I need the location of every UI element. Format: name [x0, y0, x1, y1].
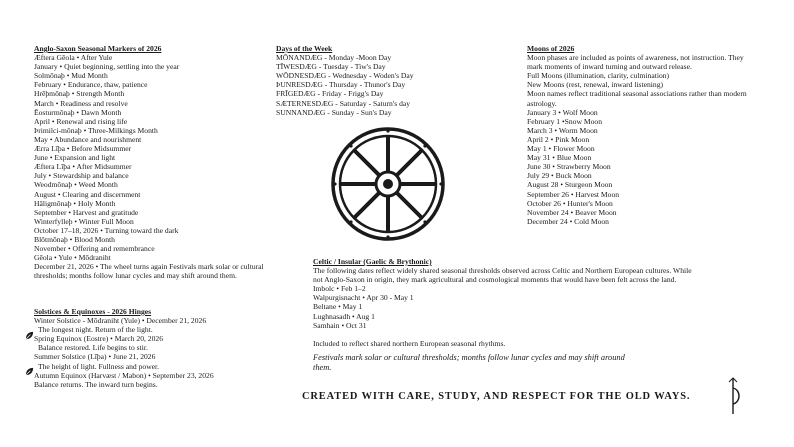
- moon-item: April 2 • Pink Moon: [527, 134, 590, 144]
- moon-item: December 24 • Cold Moon: [527, 216, 609, 226]
- celtic-closing: Included to reflect shared northern European seasonal rhythms.: [313, 338, 506, 348]
- days-section: [276, 44, 476, 117]
- anglo-line: May • Abundance and nourishment: [34, 134, 142, 144]
- anglo-line: November • Offering and remembrance: [34, 244, 155, 254]
- anglo-line: Ēosturmōnaþ • Dawn Month: [34, 107, 122, 117]
- anglo-line: July • Stewardship and balance: [34, 171, 129, 181]
- moon-item: March 3 • Worm Moon: [527, 125, 598, 135]
- anglo-line: Solmōnaþ • Mud Month: [34, 71, 108, 81]
- solstice-line: Spring Equinox (Eostre) • March 20, 2026: [34, 334, 163, 344]
- moon-item: November 24 • Beaver Moon: [527, 207, 617, 217]
- moon-item: May 31 • Blue Moon: [527, 153, 592, 163]
- anglo-line: Blōtmōnaþ • Blood Month: [34, 234, 115, 244]
- celtic-item: Lughnasadh • Aug 1: [313, 311, 375, 321]
- days-heading: Days of the Week: [276, 44, 333, 53]
- solstice-line: Summer Solstice (Līþa) • June 21, 2026: [34, 352, 156, 362]
- anglo-line: Hāligmōnaþ • Holy Month: [34, 198, 116, 208]
- solstice-line: The height of light. Fullness and power.: [38, 361, 160, 371]
- moon-item: June 30 • Strawberry Moon: [527, 162, 611, 172]
- anglo-line: Winterfylleþ • Winter Full Moon: [34, 216, 134, 226]
- anglo-line: January • Quiet beginning, settling into the year: [34, 62, 180, 72]
- solstice-line: The longest night. Return of the light.: [38, 325, 153, 335]
- moons-new: New Moons (rest, renewal, inward listening): [527, 80, 664, 90]
- moons-section: [527, 44, 759, 226]
- celtic-heading: Celtic / Insular (Gaelic & Brythonic): [313, 257, 432, 266]
- wheel-icon: [330, 126, 446, 242]
- anglo-line: August • Clearing and discernment: [34, 189, 141, 199]
- moon-item: July 29 • Buck Moon: [527, 171, 592, 181]
- anglo-line: Þrimilci-mōnaþ • Three-Milkings Month: [34, 125, 158, 135]
- moon-item: August 28 • Sturgeon Moon: [527, 180, 613, 190]
- anglo-line: Ærra Līþa • Before Midsummer: [34, 144, 132, 154]
- anglo-line: Æftera Līþa • After Midsummer: [34, 162, 132, 172]
- leaf-icon: [25, 331, 34, 340]
- celtic-item: Walpurgisnacht • Apr 30 - May 1: [313, 293, 414, 303]
- moon-item: May 1 • Flower Moon: [527, 144, 595, 154]
- anglo-line: Weodmōnaþ • Weed Month: [34, 180, 118, 190]
- moons-heading: Moons of 2026: [527, 44, 575, 53]
- anglo-line: Hrēþmōnaþ • Strength Month: [34, 89, 125, 99]
- celtic-item: Beltane • May 1: [313, 302, 363, 312]
- solstice-heading: Solstices & Equinoxes - 2026 Hinges: [34, 307, 152, 316]
- celtic-item: Imbolc • Feb 1–2: [313, 284, 366, 294]
- anglo-line: June • Expansion and light: [34, 153, 116, 163]
- moons-full: Full Moons (illumination, clarity, culmination): [527, 71, 670, 81]
- anglo-note: December 21, 2026 • The wheel turns again Festivals mark solar or cultural thresholds; months follow lunar cycles and may shift around them.: [34, 262, 264, 281]
- footer-tagline: CREATED WITH CARE, STUDY, AND RESPECT FOR THE OLD WAYS.: [302, 391, 691, 402]
- moon-item: September 26 • Harvest Moon: [527, 189, 620, 199]
- anglo-line: Æftera Gēola • After Yule: [34, 53, 113, 63]
- anglo-line: February • Endurance, thaw, patience: [34, 80, 148, 90]
- anglo-line: April • Renewal and rising life: [34, 116, 128, 126]
- moons-intro: Moon phases are included as points of awareness, not instruction. They mark moments of inward turning and outward release.: [527, 53, 744, 72]
- celtic-intro: The following dates reflect widely shared seasonal thresholds observed across Celtic and Northern European cultures. While not Anglo-Saxon in origin, they mark agricultural and cosmological moments that would have been felt across the land.: [313, 266, 692, 285]
- day-line: ÞUNRESDÆG - Thursday - Thunor's Day: [276, 80, 406, 90]
- moon-item: January 3 • Wolf Moon: [527, 107, 598, 117]
- anglo-line: October 17–18, 2026 • Turning toward the dark: [34, 225, 179, 235]
- day-line: MŌNANDÆG - Monday -Moon Day: [276, 53, 392, 63]
- anglo-line: March • Readiness and resolve: [34, 98, 128, 108]
- day-line: SÆTERNESDÆG - Saturday - Saturn's day: [276, 98, 411, 108]
- day-line: WŌDNESDÆG - Wednesday - Woden's Day: [276, 71, 414, 81]
- anglo-line: September • Harvest and gratitude: [34, 207, 139, 217]
- solstice-line: Autumn Equinox (Harvæst / Mabon) • September 23, 2026: [34, 370, 214, 380]
- anglo-saxon-section: [34, 44, 274, 280]
- celtic-section: [313, 257, 703, 374]
- day-line: SUNNANDÆG - Sunday - Sun's Day: [276, 107, 392, 117]
- anglo-saxon-heading: Anglo-Saxon Seasonal Markers of 2026: [34, 44, 162, 53]
- solstice-line: Balance returns. The inward turn begins.: [34, 379, 158, 389]
- solstice-line: Balance restored. Life begins to stir.: [38, 343, 148, 353]
- day-line: TĪWESDÆG - Tuesday - Tiw's Day: [276, 62, 386, 72]
- moon-item: October 26 • Hunter's Moon: [527, 198, 613, 208]
- solstice-section: [34, 307, 314, 389]
- anglo-line: Gēola • Yule • Mōdraniht: [34, 253, 111, 263]
- logo-icon: [726, 376, 744, 416]
- day-line: FRĪGEDÆG - Friday - Frigg's Day: [276, 89, 384, 99]
- celtic-item: Samhain • Oct 31: [313, 320, 367, 330]
- solstice-line: Winter Solstice - Mōdraniht (Yule) • December 21, 2026: [34, 316, 207, 326]
- moon-item: February 1 •Snow Moon: [527, 116, 603, 126]
- moons-names-note: Moon names reflect traditional seasonal associations rather than modern astrology.: [527, 89, 747, 108]
- celtic-italic-note: Festivals mark solar or cultural thresholds; months follow lunar cycles and may shift around them.: [313, 352, 625, 373]
- leaf-icon: [25, 367, 34, 376]
